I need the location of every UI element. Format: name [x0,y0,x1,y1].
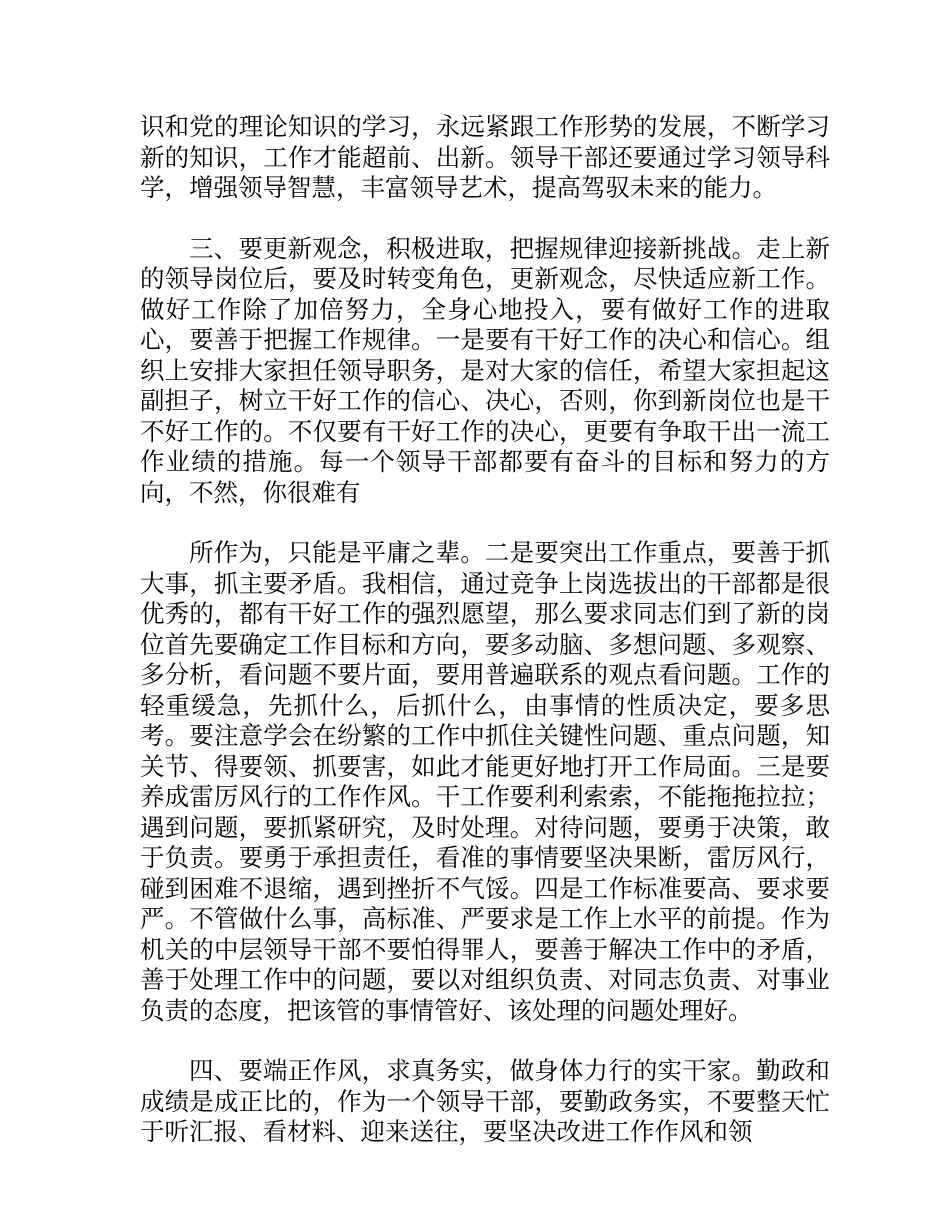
paragraph-3: 所作为，只能是平庸之辈。二是要突出工作重点，要善于抓大事，抓主要矛盾。我相信，通过竞争上岗选拔出的干部都是很优秀的，都有干好工作的强烈愿望，那么要求同志们到了新的岗位首先要确定工作目标和方向，要多动脑、多想问题、多观察、多分析，看问题不要片面，要用普遍联系的观点看问题。工作的轻重缓急，先抓什么，后抓什么，由事情的性质决定，要多思考。要注意学会在纷繁的工作中抓住关键性问题、重点问题，知关节、得要领、抓要害，如此才能更好地打开工作局面。三是要养成雷厉风行的工作作风。干工作要利利索索，不能拖拖拉拉；遇到问题，要抓紧研究，及时处理。对待问题，要勇于决策，敢于负责。要勇于承担责任，看准的事情要坚决果断，雷厉风行，碰到困难不退缩，遇到挫折不气馁。四是工作标准要高、要求要严。不管做什么事，高标准、严要求是工作上水平的前提。作为机关的中层领导干部不要怕得罪人，要善于解决工作中的矛盾，善于处理工作中的问题，要以对组织负责、对同志负责、对事业负责的态度，把该管的事情管好、该处理的问题处理好。 [140,538,830,1025]
paragraph-4: 四、要端正作风，求真务实，做身体力行的实干家。勤政和成绩是成正比的，作为一个领导干部，要勤政务实，不要整天忙于听汇报、看材料、迎来送往，要坚决改进工作作风和领 [140,1056,830,1146]
paragraph-1: 识和党的理论知识的学习，永远紧跟工作形势的发展，不断学习新的知识，工作才能超前、出新。领导干部还要通过学习领导科学，增强领导智慧，丰富领导艺术，提高驾驭未来的能力。 [140,112,830,202]
paragraph-2: 三、要更新观念，积极进取，把握规律迎接新挑战。走上新的领导岗位后，要及时转变角色，更新观念，尽快适应新工作。做好工作除了加倍努力，全身心地投入，要有做好工作的进取心，要善于把握工作规律。一是要有干好工作的决心和信心。组织上安排大家担任领导职务，是对大家的信任，希望大家担起这副担子，树立干好工作的信心、决心，否则，你到新岗位也是干不好工作的。不仅要有干好工作的决心，更要有争取干出一流工作业绩的措施。每一个领导干部都要有奋斗的目标和努力的方向，不然，你很难有 [140,233,830,507]
document-body [140,112,830,1178]
